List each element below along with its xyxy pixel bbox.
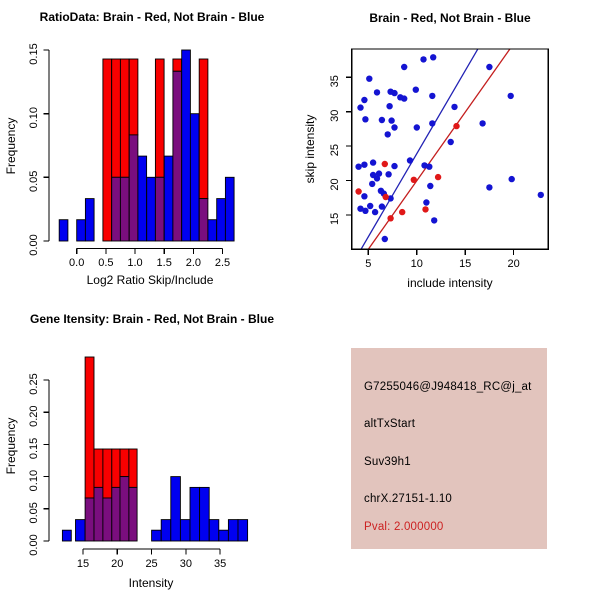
scatter-point-blue (407, 157, 413, 163)
scatter-point-blue (431, 217, 437, 223)
hist-bar-blue (138, 156, 147, 241)
scatter-point-blue (423, 199, 429, 205)
x-axis-label: Intensity (128, 576, 174, 590)
scatter-point-blue (388, 117, 394, 123)
scatter-point-blue (486, 184, 492, 190)
scatter-point-red (411, 177, 417, 183)
x-tick-label: 2.0 (185, 257, 202, 269)
y-axis-label: skip intensity (303, 114, 317, 184)
hist-bar-red (120, 59, 129, 177)
scatter-point-blue (379, 203, 385, 209)
hist-bar-blue (152, 530, 162, 541)
scatter-point-blue (372, 209, 378, 215)
y-tick-label: 0.20 (28, 405, 40, 427)
scatter-point-blue (391, 90, 397, 96)
scatter-point-blue (366, 76, 372, 82)
y-tick-label: 0.10 (28, 469, 40, 492)
x-tick-label: 30 (179, 558, 192, 570)
scatter-point-blue (479, 120, 485, 126)
fit-line-blue (361, 49, 478, 249)
hist-bar-red (103, 449, 112, 498)
intensity-scatter-chart (300, 0, 600, 300)
scatter-point-red (383, 194, 389, 200)
hist-bar-blue (85, 199, 94, 241)
y-tick-label: 25 (329, 143, 341, 157)
scatter-point-red (453, 123, 459, 129)
hist-bar-red (199, 59, 208, 199)
x-tick-label: 35 (214, 558, 227, 570)
hist-bar-blue (76, 520, 86, 541)
chart-title: Brain - Red, Not Brain - Blue (369, 11, 531, 25)
scatter-point-red (355, 188, 361, 194)
locus-text: chrX.27151-1.10 (364, 493, 453, 505)
gene-info-quadrant (300, 300, 600, 600)
event-type-text: altTxStart (364, 418, 416, 430)
hist-bar-blue (238, 520, 248, 541)
hist-bar-red (112, 449, 120, 487)
chart-title: RatioData: Brain - Red, Not Brain - Blue (39, 10, 265, 24)
x-tick-label: 1.0 (127, 257, 143, 269)
scatter-point-red (399, 209, 405, 215)
scatter-point-blue (379, 117, 385, 123)
y-tick-label: 0.05 (28, 502, 40, 524)
scatter-point-blue (508, 93, 514, 99)
y-tick-label: 0.15 (28, 43, 40, 65)
scatter-point-blue (361, 162, 367, 168)
x-tick-label: 5 (365, 258, 372, 270)
hist-bar-red (129, 449, 137, 487)
hist-bar-red (155, 59, 164, 177)
scatter-point-blue (430, 54, 436, 60)
scatter-point-blue (538, 192, 544, 198)
hist-bar-blue (225, 177, 234, 241)
hist-bar-blue (164, 156, 173, 241)
hist-bar-overlap (103, 498, 112, 541)
probe-id-text: G7255046@J948418_RC@j_at (364, 381, 532, 393)
hist-bar-blue (180, 520, 190, 541)
y-axis-label: Frequency (4, 417, 18, 475)
scatter-point-blue (367, 203, 373, 209)
scatter-point-red (382, 161, 388, 167)
scatter-point-blue (401, 95, 407, 101)
x-tick-label: 0.5 (98, 257, 114, 269)
scatter-point-blue (362, 116, 368, 122)
pval-text: Pval: 2.000000 (364, 521, 444, 533)
scatter-point-blue (386, 103, 392, 109)
hist-bar-overlap (173, 71, 182, 241)
intensity-scatter-panel (300, 0, 600, 300)
y-tick-label: 0.15 (28, 437, 40, 460)
scatter-point-blue (376, 170, 382, 176)
hist-bar-overlap (85, 498, 94, 541)
gene-name-text: Suv39h1 (364, 456, 411, 468)
scatter-point-blue (369, 181, 375, 187)
hist-bar-blue (228, 520, 238, 541)
scatter-point-blue (374, 89, 380, 95)
scatter-point-red (387, 215, 393, 221)
scatter-point-blue (486, 64, 492, 70)
scatter-point-blue (385, 131, 391, 137)
scatter-point-blue (429, 93, 435, 99)
hist-bar-blue (147, 177, 156, 241)
hist-bar-blue (217, 199, 226, 241)
scatter-point-blue (391, 163, 397, 169)
gene-intensity-histogram-chart (0, 300, 300, 600)
scatter-point-red (435, 174, 441, 180)
scatter-point-blue (451, 104, 457, 110)
ratio-histogram-chart (0, 0, 300, 300)
hist-bar-overlap (120, 477, 129, 541)
hist-bar-overlap (112, 487, 120, 541)
scatter-point-blue (385, 171, 391, 177)
x-tick-label: 10 (410, 258, 423, 270)
x-tick-label: 25 (145, 558, 158, 570)
y-tick-label: 0.00 (28, 534, 40, 556)
hist-bar-blue (190, 487, 200, 541)
hist-bar-overlap (129, 135, 138, 241)
scatter-point-blue (509, 176, 515, 182)
scatter-point-blue (362, 208, 368, 214)
scatter-point-blue (382, 236, 388, 242)
plot-box (352, 49, 549, 249)
scatter-point-blue (426, 164, 432, 170)
hist-bar-overlap (155, 177, 164, 241)
hist-bar-overlap (120, 177, 129, 241)
hist-bar-blue (59, 220, 68, 241)
y-tick-label: 35 (329, 75, 341, 88)
x-tick-label: 1.5 (156, 257, 172, 269)
x-axis-label: Log2 Ratio Skip/Include (86, 273, 214, 287)
hist-bar-blue (219, 530, 229, 541)
ratio-histogram-panel (0, 0, 300, 300)
hist-bar-blue (161, 520, 171, 541)
hist-bar-blue (209, 520, 219, 541)
y-tick-label: 0.10 (28, 106, 40, 129)
hist-bar-blue (190, 114, 199, 241)
hist-bar-overlap (129, 487, 137, 541)
scatter-point-blue (401, 64, 407, 70)
scatter-point-blue (391, 124, 397, 130)
hist-bar-red (129, 59, 138, 135)
hist-bar-red (94, 449, 103, 487)
x-tick-label: 2.5 (214, 257, 231, 269)
scatter-point-blue (370, 159, 376, 165)
scatter-point-blue (420, 56, 426, 62)
scatter-point-blue (413, 87, 419, 93)
hist-bar-blue (171, 477, 181, 541)
hist-bar-overlap (112, 177, 121, 241)
x-tick-label: 0.0 (69, 257, 85, 269)
scatter-point-blue (361, 193, 367, 199)
y-tick-label: 0.25 (28, 373, 40, 395)
x-tick-label: 20 (507, 258, 520, 270)
hist-bar-overlap (94, 487, 103, 541)
scatter-point-blue (448, 139, 454, 145)
y-axis-label: Frequency (4, 117, 18, 175)
scatter-point-blue (355, 164, 361, 170)
scatter-point-red (422, 206, 428, 212)
scatter-point-blue (357, 104, 363, 110)
hist-bar-red (103, 59, 112, 241)
scatter-point-blue (414, 124, 420, 130)
y-tick-label: 0.05 (28, 170, 40, 193)
x-tick-label: 15 (459, 258, 472, 270)
x-tick-label: 20 (111, 558, 124, 570)
hist-bar-blue (182, 50, 191, 241)
y-tick-label: 30 (329, 109, 341, 122)
info-panel (351, 348, 547, 549)
y-tick-label: 20 (329, 178, 341, 191)
hist-bar-blue (62, 530, 71, 541)
hist-bar-overlap (199, 199, 208, 241)
x-axis-label: include intensity (407, 276, 493, 290)
hist-bar-red (120, 449, 129, 477)
x-tick-label: 15 (76, 558, 90, 570)
hist-bar-blue (208, 220, 217, 241)
chart-title: Gene Itensity: Brain - Red, Not Brain - Blue (29, 312, 275, 326)
hist-bar-blue (200, 487, 210, 541)
y-tick-label: 15 (329, 212, 341, 226)
scatter-point-blue (429, 120, 435, 126)
hist-bar-red (173, 59, 182, 71)
hist-bar-red (112, 59, 121, 177)
hist-bar-red (85, 357, 94, 498)
scatter-point-blue (361, 97, 367, 103)
hist-bar-blue (77, 220, 86, 241)
scatter-point-blue (427, 183, 433, 189)
gene-intensity-histogram-panel (0, 300, 300, 600)
y-tick-label: 0.00 (28, 234, 40, 256)
